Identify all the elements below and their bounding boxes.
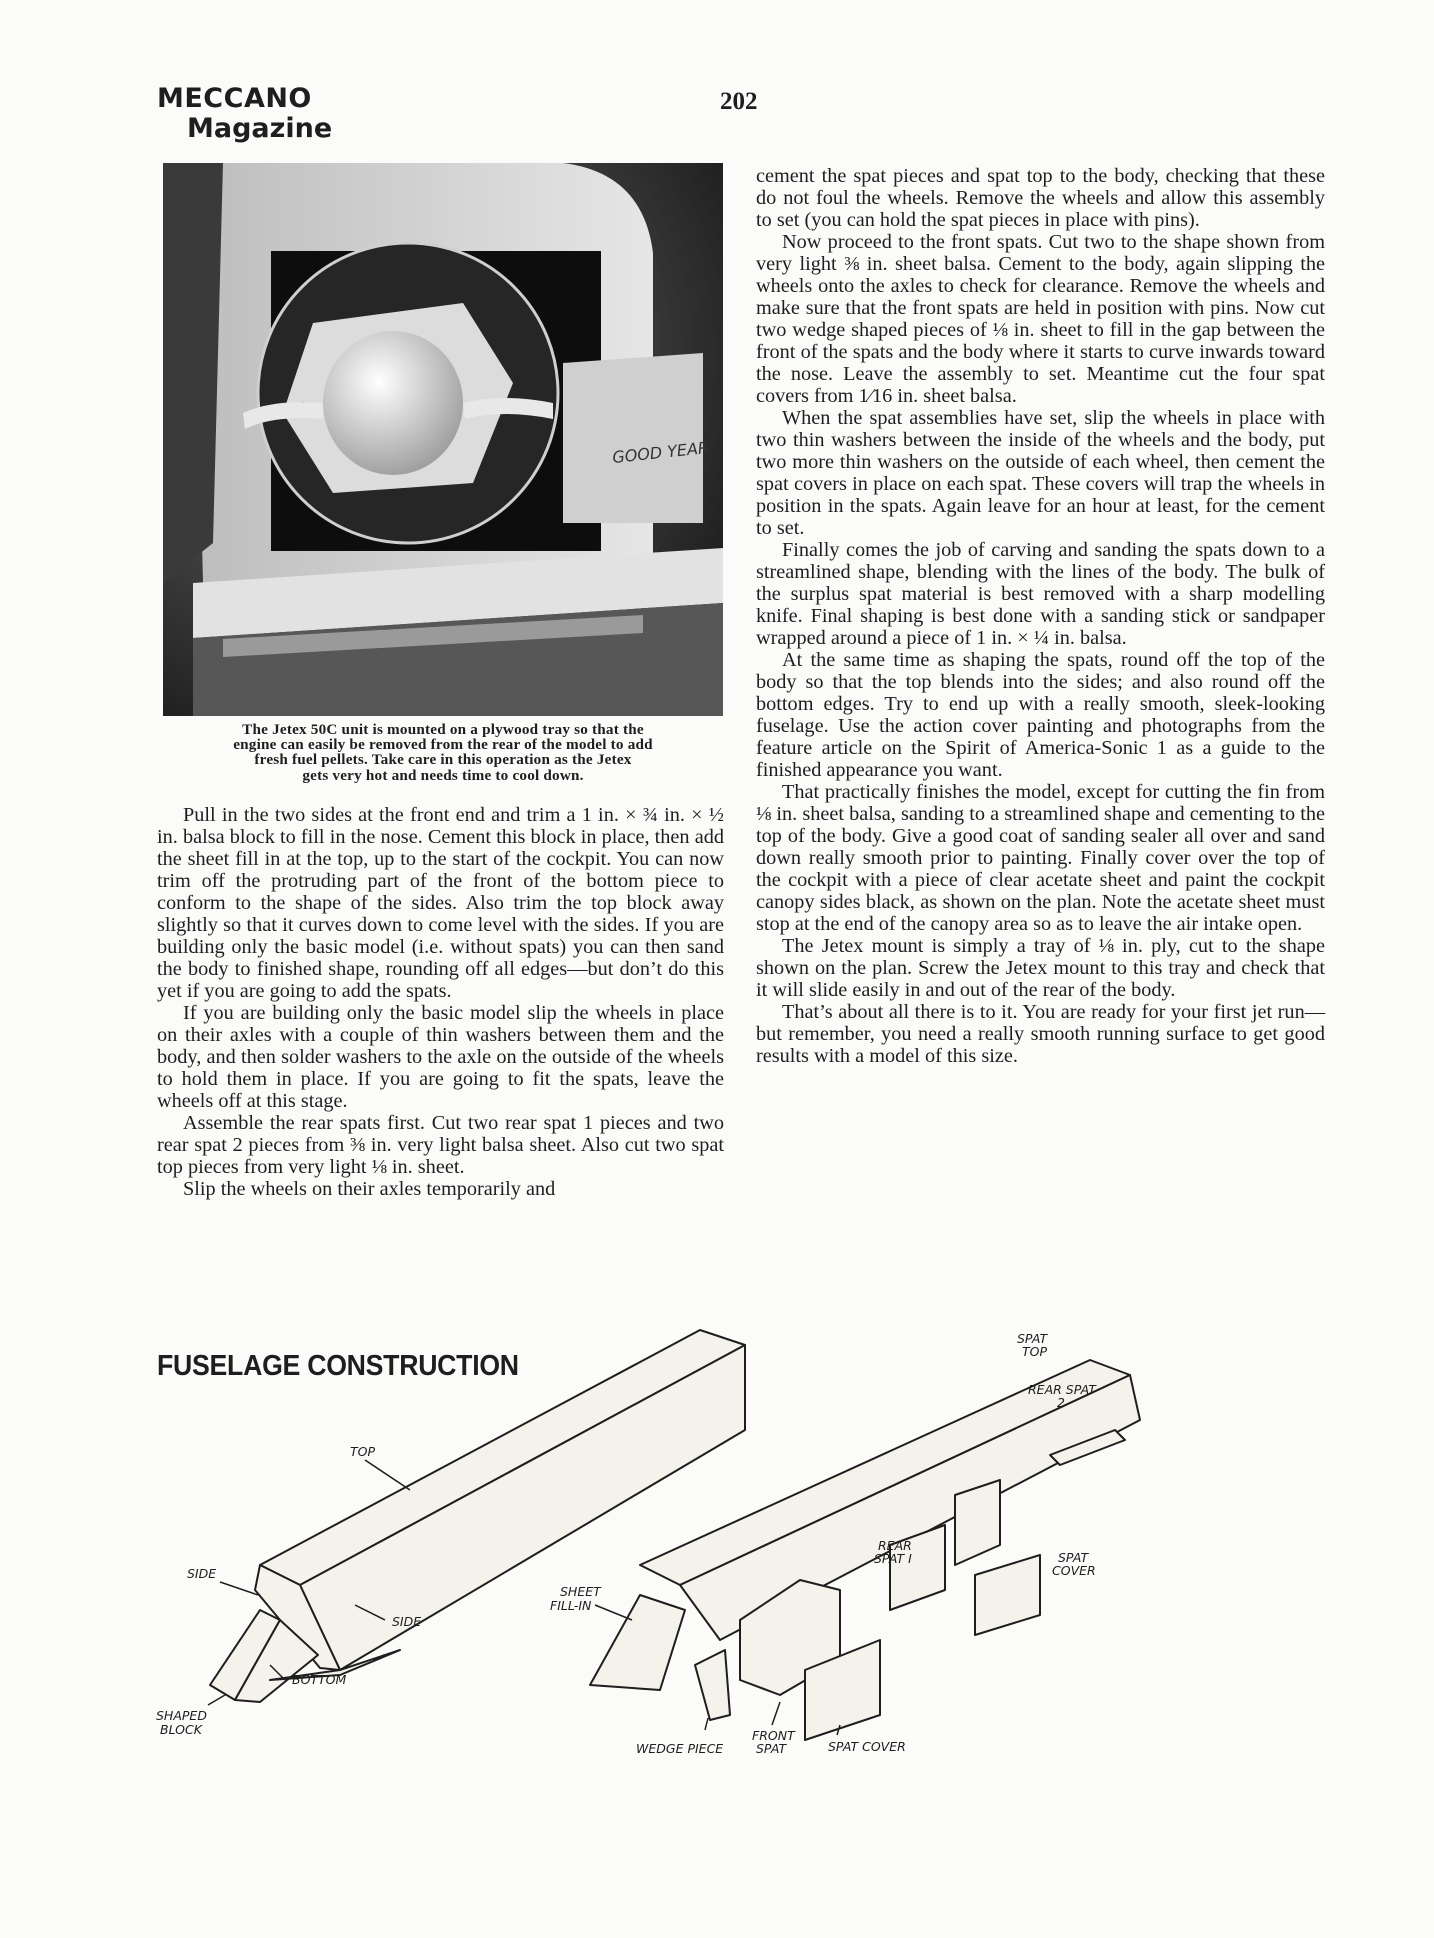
label-spat-top-1: SPAT — [1017, 1331, 1048, 1346]
figure-title: FUSELAGE CONSTRUCTION — [157, 1350, 519, 1382]
top-leader-line — [365, 1460, 410, 1490]
right-text-column — [756, 165, 1325, 1067]
photo-caption — [160, 722, 726, 783]
caption-line: fresh fuel pellets. Take care in this operation as the Jetex — [254, 751, 632, 769]
body-paragraph: Slip the wheels on their axles temporarily and — [183, 1178, 556, 1200]
label-rear-spat1-1: REAR — [878, 1538, 912, 1553]
goodyear-decal-text: GOOD YEAR — [611, 437, 710, 467]
caption-line: engine can easily be removed from the rear of the model to add — [233, 736, 653, 754]
label-spat-cover-rear-1: SPAT — [1058, 1550, 1089, 1565]
body-paragraph: That practically finishes the model, except for cutting the fin from ⅛ in. sheet balsa, sanding to a streamlined shape and cementing to the top of the body. Give a good coat of sanding sealer all over and sand down really smooth prior to painting. Finally cover over the top of the cockpit with a piece of clear acetate sheet and paint the cockpit canopy sides black, as shown on the plan. Note the acetate sheet must stop at the end of the canopy area so as to leave the air intake open. — [756, 781, 1325, 935]
caption-line: gets very hot and needs time to cool down. — [302, 766, 584, 784]
label-shaped-block-2: BLOCK — [160, 1722, 202, 1737]
label-rear-spat2-1: REAR SPAT — [1028, 1382, 1096, 1397]
label-spat-cover-rear-2: COVER — [1052, 1563, 1096, 1578]
label-rear-spat1-2: SPAT I — [874, 1551, 912, 1566]
body-paragraph: Now proceed to the front spats. Cut two to the shape shown from very light ⅜ in. sheet balsa. Cement to the body, again slipping the wheels onto the axles to check for clearance. Remove the wheels and make sure that the front spats are held in position with pins. Now cut two wedge shaped pieces of ⅛ in. sheet to fill in the gap between the front of the spats and the body where it starts to curve inwards toward the nose. Leave the assembly to set. Meantime cut the four spat covers from 1⁄16 in. sheet balsa. — [756, 231, 1325, 407]
wedge-leader-line — [705, 1718, 708, 1730]
body-paragraph: That’s about all there is to it. You are ready for your first jet run—but remember, you need a really smooth running surface to get good results with a model of this size. — [756, 1001, 1325, 1067]
body-paragraph: At the same time as shaping the spats, round off the top of the body so that the top blends into the sides; and also round off the bottom edges. Try to end up with a really smooth, sleek-looking fuselage. Use the action cover painting and photographs from the feature article on the Spirit of America-Sonic 1 as a guide to the finished appearance you want. — [756, 649, 1325, 781]
body-paragraph: Assemble the rear spats first. Cut two rear spat 1 pieces and two rear spat 2 pieces from ⅜ in. very light balsa sheet. Also cut two spat top pieces from very light ⅛ in. sheet. — [157, 1112, 724, 1178]
body-paragraph: If you are building only the basic model slip the wheels in place on their axles with a couple of thin washers between them and the body, and then solder washers to the axle on the outside of the wheels to hold them in place. If you are going to fit the spats, leave the wheels off at this stage. — [157, 1002, 724, 1112]
caption-line: The Jetex 50C unit is mounted on a plywood tray so that the — [242, 721, 644, 738]
label-bottom: BOTTOM — [292, 1672, 347, 1687]
body-paragraph-continued: cement the spat pieces and spat top to the body, checking that these do not foul the wheels. Remove the wheels and allow this assembly to set (you can hold the spat pieces in place with pins). — [756, 165, 1325, 231]
rear-spat-cover — [975, 1555, 1040, 1635]
body-paragraph: When the spat assemblies have set, slip the wheels in place with two thin washers between the inside of the wheels and the body, put two more thin washers on the outside of each wheel, then cement the spat covers in place on each spat. These covers will trap the wheels in position in the spats. Again leave for an hour at least, for the cement to set. — [756, 407, 1325, 539]
masthead-line-1: MECCANO — [157, 83, 312, 114]
magazine-masthead — [157, 84, 357, 144]
jetex-engine-photo — [163, 163, 723, 716]
label-sheet-fill-1: SHEET — [560, 1584, 601, 1599]
label-top: TOP — [350, 1444, 376, 1459]
fuselage-construction-diagram — [140, 1320, 1320, 1770]
body-paragraph: Finally comes the job of carving and sanding the spats down to a streamlined shape, blending with the lines of the body. The bulk of the surplus spat material is best removed with a sharp modelling knife. Final shaping is best done with a sanding stick or sandpaper wrapped around a piece of 1 in. × ¼ in. balsa. — [756, 539, 1325, 649]
masthead-line-2: Magazine — [187, 113, 333, 144]
body-paragraph: The Jetex mount is simply a tray of ⅛ in. ply, cut to the shape shown on the plan. Screw the Jetex mount to this tray and check that it will slide easily in and out of the rear of the body. — [756, 935, 1325, 1001]
label-spat-cover-front: SPAT COVER — [828, 1739, 906, 1754]
label-shaped-block-1: SHAPED — [156, 1708, 207, 1723]
body-paragraph: Pull in the two sides at the front end and trim a 1 in. × ¾ in. × ½ in. balsa block to fill in the nose. Cement this block in place, then add the sheet fill in at the top, up to the start of the cockpit. You can now trim off the protruding part of the front of the bottom piece to conform to the shape of the sides. Also trim the top block away slightly so that it curves down to come level with the sides. If you are building only the basic model (i.e. without spats) you can then sand the body to finished shape, rounding off all edges—but don’t do this yet if you are going to add the spats. — [157, 804, 724, 1002]
rear-spat-2-piece — [955, 1480, 1000, 1565]
label-front-spat-2: SPAT — [756, 1741, 787, 1756]
label-sheet-fill-2: FILL-IN — [550, 1598, 592, 1613]
side-left-leader-line — [220, 1582, 258, 1595]
left-text-column — [157, 804, 724, 1200]
jetex-photo-illustration — [163, 163, 723, 716]
label-spat-top-2: TOP — [1022, 1344, 1048, 1359]
fuselage-construction-figure — [140, 1320, 1320, 1770]
page-number: 202 — [720, 88, 758, 115]
wedge-piece — [695, 1650, 730, 1720]
sheet-fill-leader-line — [595, 1605, 632, 1620]
label-side-right: SIDE — [392, 1614, 422, 1629]
label-front-spat-1: FRONT — [752, 1728, 795, 1743]
label-wedge-piece: WEDGE PIECE — [636, 1741, 724, 1756]
shaped-block-leader-line — [208, 1695, 225, 1705]
label-side-left: SIDE — [187, 1566, 217, 1581]
front-spat-leader-line — [772, 1702, 780, 1725]
label-rear-spat2-2: 2 — [1057, 1395, 1065, 1410]
